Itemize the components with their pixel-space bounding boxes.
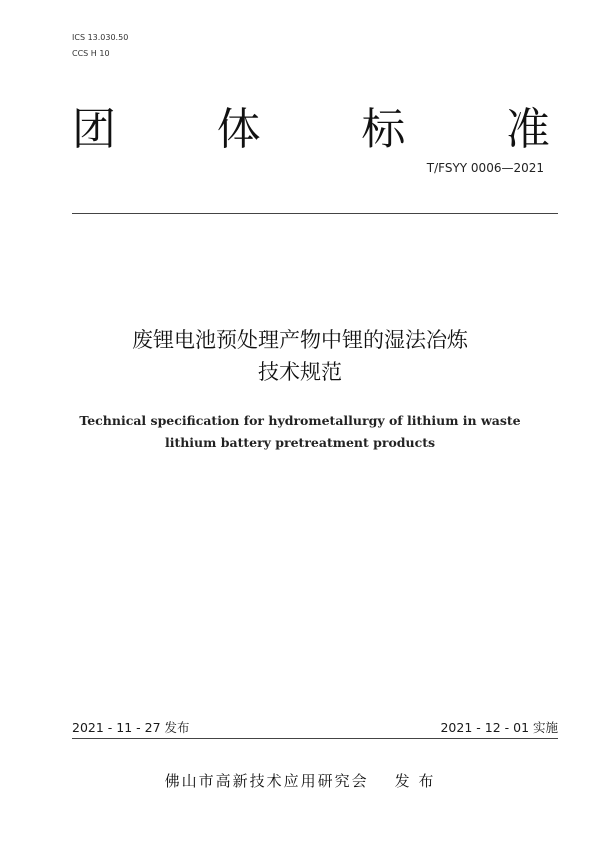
title-en-line-1: Technical specification for hydrometallurgy of lithium in waste xyxy=(79,413,521,428)
standard-type-char: 标 xyxy=(361,104,406,155)
title-cn-line-1: 废锂电池预处理产物中锂的湿法冶炼 xyxy=(132,328,468,352)
publisher-line xyxy=(0,770,600,791)
publisher-name: 佛山市高新技术应用研究会 xyxy=(164,772,369,790)
classification-codes xyxy=(72,30,128,62)
standard-type-char: 团 xyxy=(72,104,116,155)
standard-type-char: 准 xyxy=(505,104,550,155)
ics-code: ICS 13.030.50 xyxy=(72,33,129,42)
standard-type-char: 体 xyxy=(216,104,261,155)
document-title-chinese xyxy=(0,324,600,388)
standard-number: T/FSYY 0006—2021 xyxy=(426,161,544,175)
title-cn-line-2: 技术规范 xyxy=(258,360,342,384)
implement-date: 2021 - 12 - 01 实施 xyxy=(440,720,558,735)
footer-divider xyxy=(72,738,558,739)
issue-date: 2021 - 11 - 27 发布 xyxy=(72,720,190,735)
document-title-english xyxy=(0,410,600,454)
publisher-action: 发 布 xyxy=(394,772,436,790)
header-divider xyxy=(72,213,558,214)
ccs-code: CCS H 10 xyxy=(72,49,110,58)
standard-type-title xyxy=(72,102,550,158)
title-en-line-2: lithium battery pretreatment products xyxy=(164,435,436,450)
